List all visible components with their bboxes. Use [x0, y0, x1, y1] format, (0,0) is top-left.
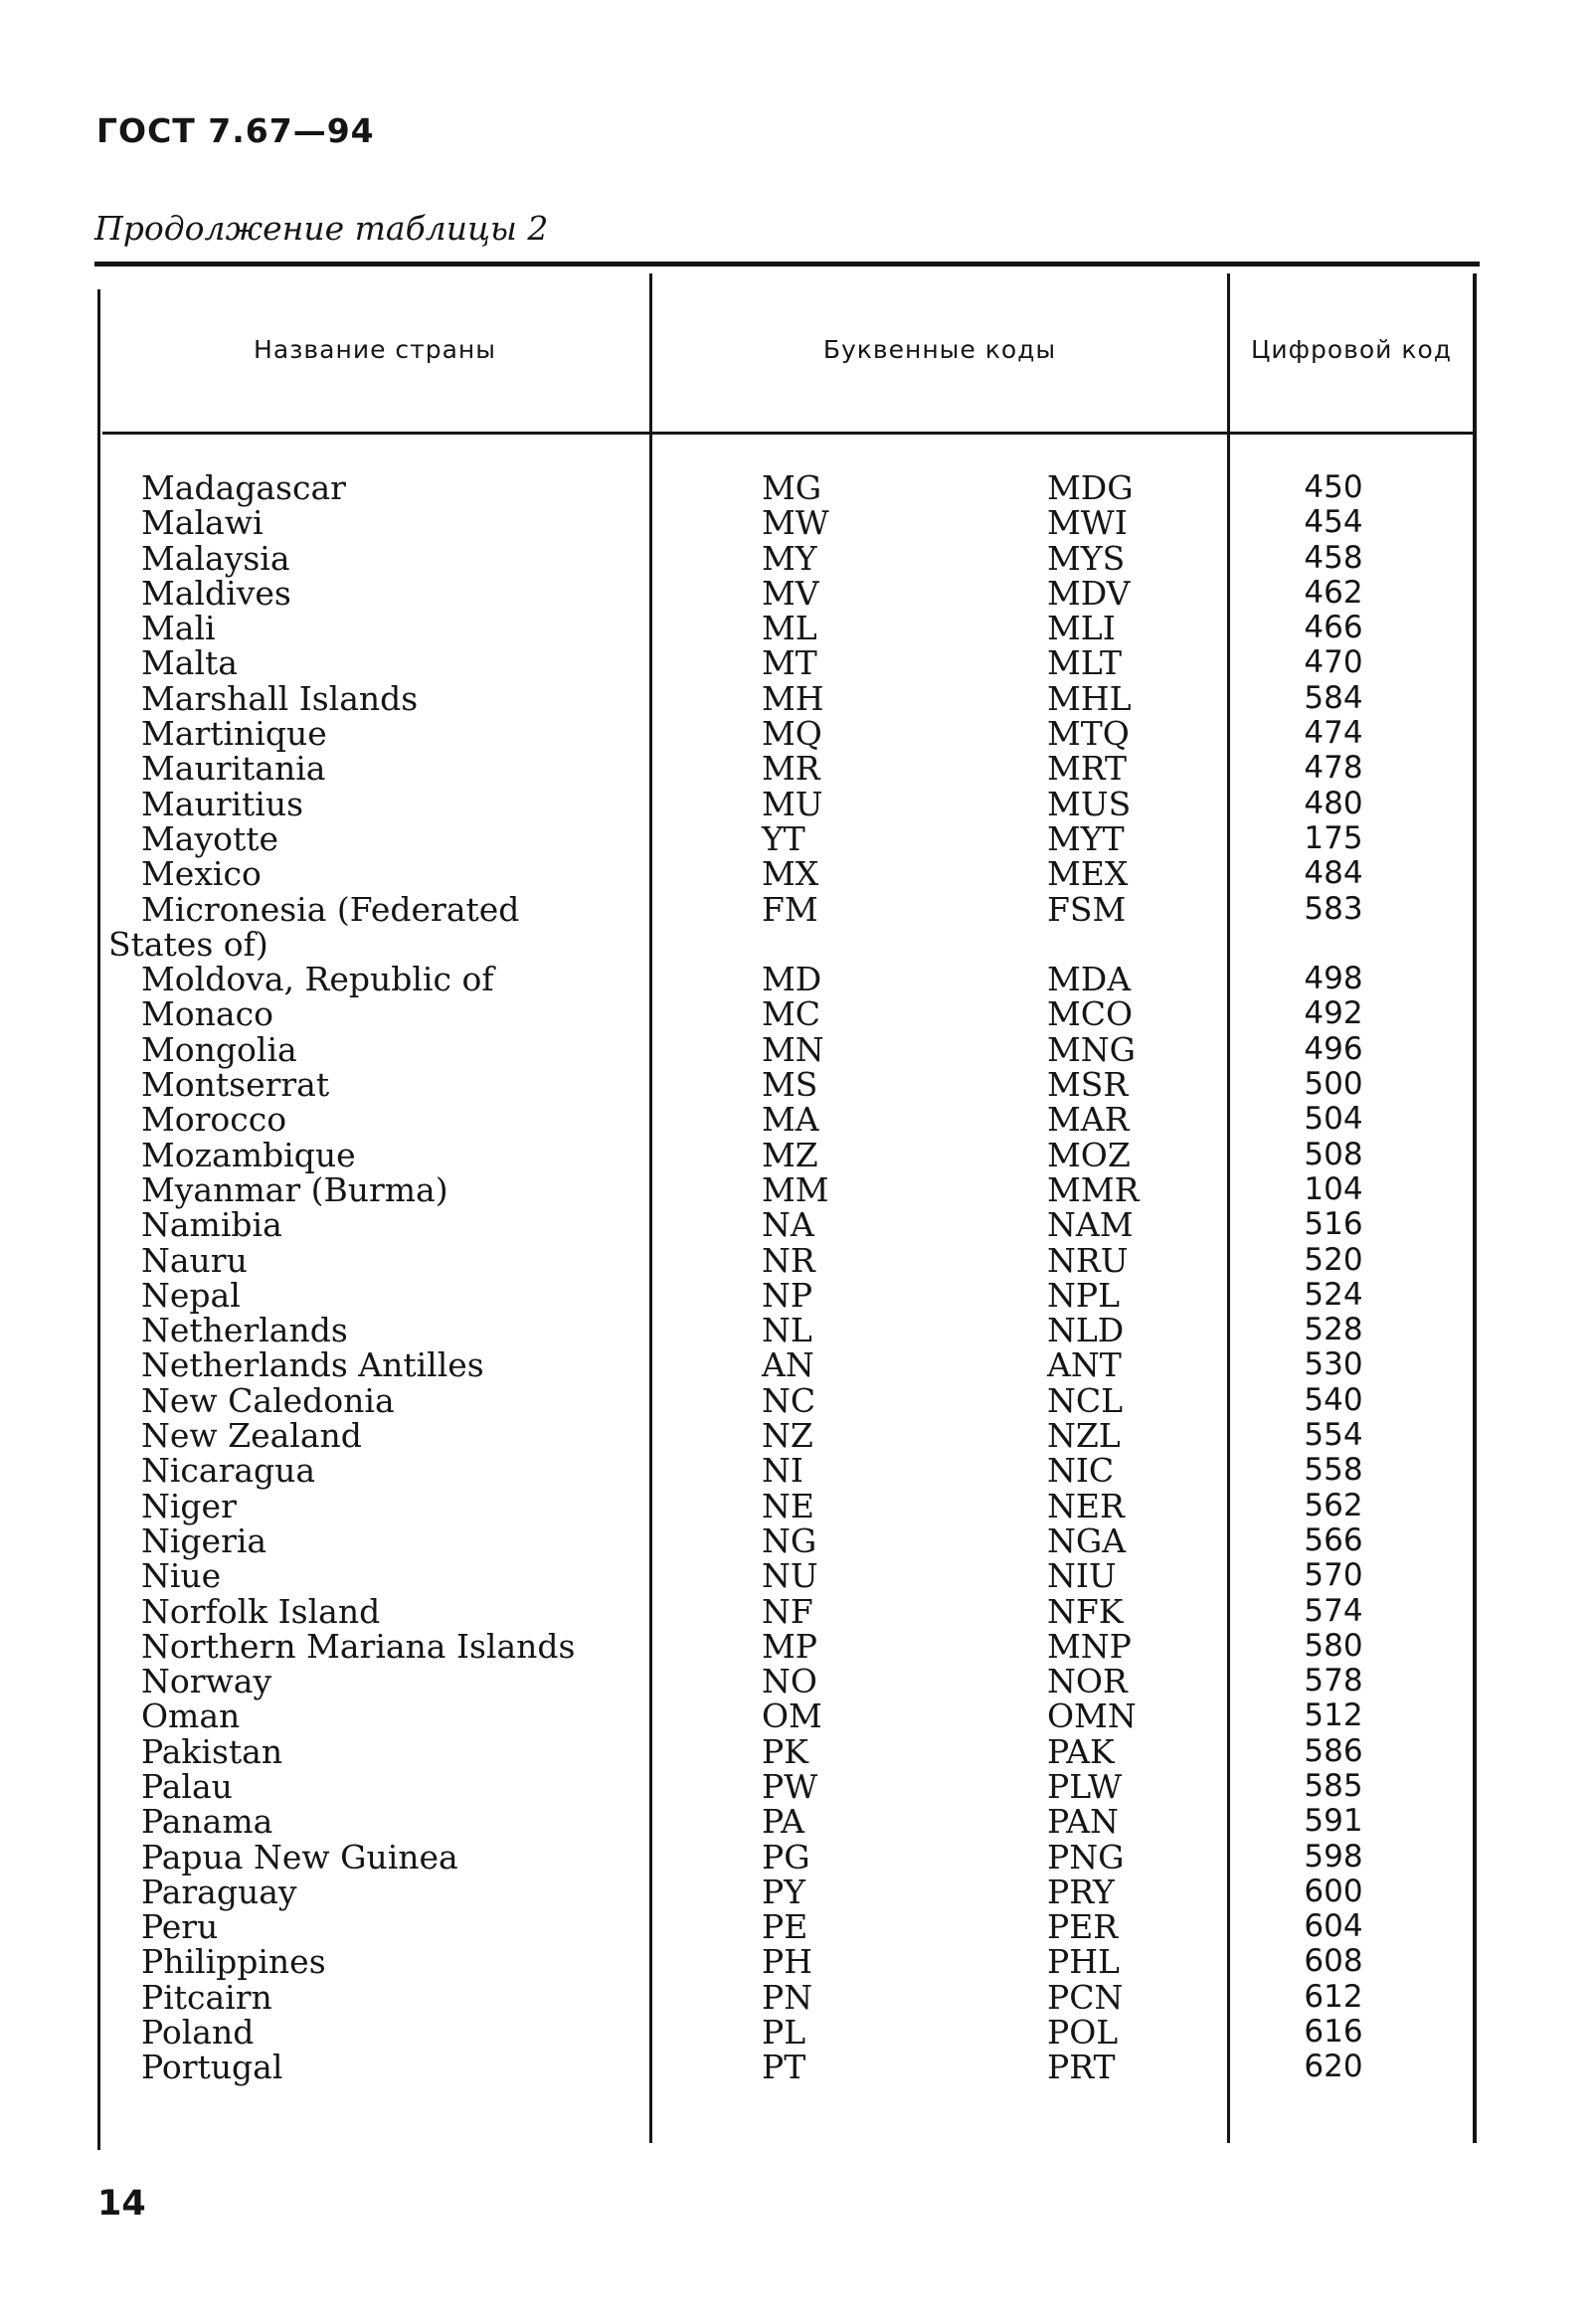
numeric-code: 496: [1304, 1030, 1363, 1067]
header-country: Название страны: [254, 335, 496, 364]
country-name: Papua New Guinea: [141, 1837, 458, 1876]
numeric-code: 558: [1304, 1452, 1363, 1489]
alpha2-code: MX: [762, 854, 819, 894]
table-row: [0, 1135, 1596, 1174]
table-row: [0, 924, 1596, 964]
country-name: Maldives: [141, 573, 291, 613]
alpha2-code: MN: [762, 1029, 824, 1069]
numeric-code: 458: [1304, 539, 1363, 576]
alpha3-code: MDV: [1047, 573, 1131, 613]
country-name: States of): [108, 924, 268, 964]
alpha3-code: NZL: [1047, 1416, 1121, 1456]
country-name: Moldova, Republic of: [141, 960, 494, 999]
alpha2-code: PA: [762, 1802, 805, 1842]
numeric-code: 608: [1304, 1943, 1363, 1980]
numeric-code: 566: [1304, 1521, 1363, 1558]
alpha2-code: PG: [762, 1837, 810, 1876]
alpha3-code: MLT: [1047, 643, 1123, 683]
numeric-code: 500: [1304, 1066, 1363, 1103]
table-row: [0, 1520, 1596, 1560]
numeric-code: 620: [1304, 2049, 1363, 2085]
table-row: [0, 1837, 1596, 1876]
alpha2-code: FM: [762, 889, 818, 929]
country-name: Netherlands Antilles: [141, 1345, 484, 1385]
table-row: [0, 994, 1596, 1034]
table-row: [0, 1697, 1596, 1736]
alpha3-code: MSR: [1047, 1065, 1129, 1105]
table-row: [0, 1731, 1596, 1771]
table-body: [0, 470, 1596, 2085]
country-name: New Zealand: [141, 1416, 362, 1456]
numeric-code: 591: [1304, 1803, 1363, 1840]
alpha2-code: PW: [762, 1766, 818, 1806]
table-row: [0, 678, 1596, 718]
alpha3-code: PRY: [1047, 1872, 1115, 1911]
alpha2-code: MP: [762, 1626, 817, 1666]
table-row: [0, 1662, 1596, 1701]
table-row: [0, 1311, 1596, 1350]
table-row: [0, 1065, 1596, 1105]
numeric-code: 454: [1304, 504, 1363, 541]
country-name: Netherlands: [141, 1311, 348, 1350]
country-name: Myanmar (Burma): [141, 1169, 448, 1209]
alpha3-code: PNG: [1047, 1837, 1125, 1876]
alpha3-code: PAN: [1047, 1802, 1119, 1842]
alpha2-code: MD: [762, 960, 822, 999]
table-row: [0, 1556, 1596, 1596]
table-row: [0, 714, 1596, 754]
numeric-code: 492: [1304, 995, 1363, 1032]
alpha2-code: MR: [762, 749, 820, 789]
alpha3-code: MRT: [1047, 749, 1128, 789]
numeric-code: 580: [1304, 1627, 1363, 1664]
table-row: [0, 643, 1596, 683]
country-name: Niue: [141, 1556, 222, 1596]
alpha2-code: NP: [762, 1275, 813, 1315]
alpha3-code: MWI: [1047, 503, 1128, 543]
table-row: [0, 2013, 1596, 2053]
alpha2-code: MM: [762, 1169, 829, 1209]
country-name: Philippines: [141, 1942, 326, 1982]
country-name: Malta: [141, 643, 238, 683]
numeric-code: 540: [1304, 1381, 1363, 1418]
country-name: Mali: [141, 609, 216, 648]
alpha2-code: NE: [762, 1486, 814, 1525]
country-name: Martinique: [141, 714, 327, 754]
alpha2-code: MS: [762, 1065, 818, 1105]
numeric-code: 574: [1304, 1592, 1363, 1629]
country-name: Morocco: [141, 1100, 287, 1140]
numeric-code: 520: [1304, 1241, 1363, 1278]
table-row: [0, 1591, 1596, 1631]
country-name: Nepal: [141, 1275, 241, 1315]
numeric-code: 504: [1304, 1101, 1363, 1138]
alpha2-code: MW: [762, 503, 829, 543]
alpha3-code: MYS: [1047, 538, 1126, 578]
alpha3-code: PER: [1047, 1907, 1119, 1947]
country-name: Northern Mariana Islands: [141, 1626, 576, 1666]
table-row: [0, 1169, 1596, 1209]
table-row: [0, 1486, 1596, 1525]
country-name: Mexico: [141, 854, 262, 894]
alpha3-code: PCN: [1047, 1977, 1124, 2017]
numeric-code: 512: [1304, 1697, 1363, 1734]
alpha3-code: PLW: [1047, 1766, 1123, 1806]
country-name: Palau: [141, 1766, 233, 1806]
alpha3-code: FSM: [1047, 889, 1127, 929]
table-row: [0, 538, 1596, 578]
numeric-code: 616: [1304, 2014, 1363, 2051]
numeric-code: 104: [1304, 1170, 1363, 1207]
alpha2-code: NU: [762, 1556, 818, 1596]
alpha2-code: PN: [762, 1977, 813, 2017]
alpha3-code: MOZ: [1047, 1135, 1131, 1174]
numeric-code: 612: [1304, 1978, 1363, 2015]
alpha2-code: PT: [762, 2048, 806, 2087]
alpha2-code: PL: [762, 2013, 806, 2053]
alpha3-code: MDA: [1047, 960, 1132, 999]
table-row: [0, 1416, 1596, 1456]
table-row: [0, 1766, 1596, 1806]
country-name: Poland: [141, 2013, 255, 2053]
table-row: [0, 1380, 1596, 1420]
alpha2-code: NO: [762, 1662, 817, 1701]
table-row: [0, 1240, 1596, 1280]
country-name: Niger: [141, 1486, 237, 1525]
alpha2-code: NC: [762, 1380, 816, 1420]
country-name: Mauritius: [141, 784, 304, 823]
alpha2-code: NL: [762, 1311, 812, 1350]
alpha2-code: PE: [762, 1907, 808, 1947]
country-name: Malaysia: [141, 538, 290, 578]
alpha3-code: PAK: [1047, 1731, 1115, 1771]
table-row: [0, 1942, 1596, 1982]
country-name: Pitcairn: [141, 1977, 272, 2017]
alpha2-code: NI: [762, 1451, 803, 1491]
alpha2-code: MZ: [762, 1135, 818, 1174]
alpha3-code: MCO: [1047, 994, 1134, 1034]
numeric-code: 598: [1304, 1838, 1363, 1875]
alpha3-code: MYT: [1047, 818, 1125, 858]
alpha3-code: NCL: [1047, 1380, 1124, 1420]
alpha2-code: AN: [762, 1345, 814, 1385]
country-name: Paraguay: [141, 1872, 297, 1911]
alpha2-code: MQ: [762, 714, 822, 754]
numeric-code: 600: [1304, 1873, 1363, 1909]
numeric-code: 554: [1304, 1417, 1363, 1454]
table-row: [0, 609, 1596, 648]
alpha2-code: MY: [762, 538, 817, 578]
numeric-code: 584: [1304, 679, 1363, 716]
alpha3-code: POL: [1047, 2013, 1119, 2053]
numeric-code: 524: [1304, 1276, 1363, 1313]
alpha3-code: MNP: [1047, 1626, 1132, 1666]
page-number: 14: [97, 2184, 146, 2224]
country-name: Namibia: [141, 1205, 282, 1245]
country-name: Nigeria: [141, 1520, 267, 1560]
table-row: [0, 573, 1596, 613]
table-top-rule: [94, 262, 1480, 267]
alpha2-code: ML: [762, 609, 817, 648]
country-name: Mongolia: [141, 1029, 297, 1069]
table-row: [0, 1802, 1596, 1842]
table-row: [0, 1451, 1596, 1491]
table-row: [0, 1205, 1596, 1245]
alpha2-code: MV: [762, 573, 819, 613]
table-caption: Продолжение таблицы 2: [94, 209, 549, 248]
header-bottom-rule: [102, 432, 1473, 435]
alpha2-code: MH: [762, 678, 824, 718]
numeric-code: 583: [1304, 890, 1363, 927]
numeric-code: 530: [1304, 1346, 1363, 1383]
table-row: [0, 749, 1596, 789]
table-row: [0, 1275, 1596, 1315]
numeric-code: 175: [1304, 819, 1363, 856]
country-name: Micronesia (Federated: [141, 889, 520, 929]
country-name: Mauritania: [141, 749, 326, 789]
country-name: Montserrat: [141, 1065, 330, 1105]
country-name: Monaco: [141, 994, 273, 1034]
country-name: Nicaragua: [141, 1451, 316, 1491]
alpha3-code: ANT: [1047, 1345, 1122, 1385]
alpha2-code: MU: [762, 784, 823, 823]
alpha2-code: MT: [762, 643, 817, 683]
numeric-code: 480: [1304, 785, 1363, 821]
alpha3-code: NLD: [1047, 1311, 1125, 1350]
numeric-code: 586: [1304, 1732, 1363, 1769]
alpha2-code: MG: [762, 468, 822, 507]
numeric-code: 516: [1304, 1206, 1363, 1243]
alpha2-code: NG: [762, 1520, 817, 1560]
country-name: Malawi: [141, 503, 264, 543]
alpha2-code: NA: [762, 1205, 814, 1245]
table-row: [0, 889, 1596, 929]
country-name: Mozambique: [141, 1135, 356, 1174]
numeric-code: 478: [1304, 750, 1363, 787]
alpha2-code: OM: [762, 1697, 822, 1736]
country-name: Panama: [141, 1802, 273, 1842]
country-name: New Caledonia: [141, 1380, 395, 1420]
header-numeric-code: Цифровой код: [1250, 335, 1453, 364]
numeric-code: 585: [1304, 1767, 1363, 1804]
alpha2-code: PH: [762, 1942, 812, 1982]
alpha3-code: NGA: [1047, 1520, 1127, 1560]
alpha2-code: PY: [762, 1872, 805, 1911]
alpha3-code: NIC: [1047, 1451, 1115, 1491]
alpha3-code: MLI: [1047, 609, 1116, 648]
numeric-code: 450: [1304, 469, 1363, 505]
alpha3-code: MEX: [1047, 854, 1129, 894]
country-name: Nauru: [141, 1240, 248, 1280]
table-row: [0, 503, 1596, 543]
numeric-code: 508: [1304, 1136, 1363, 1172]
alpha3-code: MAR: [1047, 1100, 1130, 1140]
header-letter-codes: Буквенные коды: [822, 335, 1057, 364]
alpha3-code: PHL: [1047, 1942, 1120, 1982]
alpha2-code: YT: [762, 818, 805, 858]
table-row: [0, 1345, 1596, 1385]
country-name: Oman: [141, 1697, 241, 1736]
numeric-code: 604: [1304, 1908, 1363, 1945]
alpha3-code: NIU: [1047, 1556, 1117, 1596]
alpha3-code: MTQ: [1047, 714, 1130, 754]
alpha3-code: OMN: [1047, 1697, 1137, 1736]
numeric-code: 474: [1304, 715, 1363, 752]
table-row: [0, 1872, 1596, 1911]
country-name: Portugal: [141, 2048, 283, 2087]
alpha2-code: MC: [762, 994, 821, 1034]
standard-designation: ГОСТ 7.67—94: [96, 111, 375, 150]
table-row: [0, 960, 1596, 999]
table-row: [0, 784, 1596, 823]
table-row: [0, 2048, 1596, 2087]
alpha3-code: NER: [1047, 1486, 1125, 1525]
alpha2-code: NZ: [762, 1416, 813, 1456]
alpha2-code: MA: [762, 1100, 819, 1140]
numeric-code: 466: [1304, 610, 1363, 646]
table-row: [0, 1626, 1596, 1666]
table-row: [0, 1907, 1596, 1947]
alpha2-code: NR: [762, 1240, 815, 1280]
table-row: [0, 470, 1596, 505]
alpha3-code: MMR: [1047, 1169, 1140, 1209]
alpha2-code: PK: [762, 1731, 808, 1771]
numeric-code: 484: [1304, 855, 1363, 892]
numeric-code: 498: [1304, 961, 1363, 997]
alpha3-code: MDG: [1047, 468, 1134, 507]
country-name: Madagascar: [141, 468, 346, 507]
country-name: Mayotte: [141, 818, 279, 858]
alpha3-code: NPL: [1047, 1275, 1120, 1315]
table-row: [0, 854, 1596, 894]
alpha3-code: MNG: [1047, 1029, 1137, 1069]
alpha3-code: NRU: [1047, 1240, 1129, 1280]
country-name: Peru: [141, 1907, 219, 1947]
numeric-code: 528: [1304, 1312, 1363, 1348]
alpha3-code: NOR: [1047, 1662, 1128, 1701]
country-name: Norway: [141, 1662, 272, 1701]
alpha3-code: MHL: [1047, 678, 1132, 718]
table-row: [0, 1100, 1596, 1140]
country-name: Marshall Islands: [141, 678, 419, 718]
table-row: [0, 1977, 1596, 2017]
numeric-code: 562: [1304, 1487, 1363, 1523]
alpha3-code: NFK: [1047, 1591, 1124, 1631]
table-row: [0, 1029, 1596, 1069]
alpha3-code: NAM: [1047, 1205, 1134, 1245]
alpha3-code: PRT: [1047, 2048, 1116, 2087]
alpha3-code: MUS: [1047, 784, 1132, 823]
numeric-code: 462: [1304, 574, 1363, 611]
alpha2-code: NF: [762, 1591, 813, 1631]
country-name: Norfolk Island: [141, 1591, 381, 1631]
numeric-code: 570: [1304, 1557, 1363, 1594]
country-name: Pakistan: [141, 1731, 283, 1771]
numeric-code: 470: [1304, 644, 1363, 681]
table-row: [0, 818, 1596, 858]
numeric-code: 578: [1304, 1663, 1363, 1699]
